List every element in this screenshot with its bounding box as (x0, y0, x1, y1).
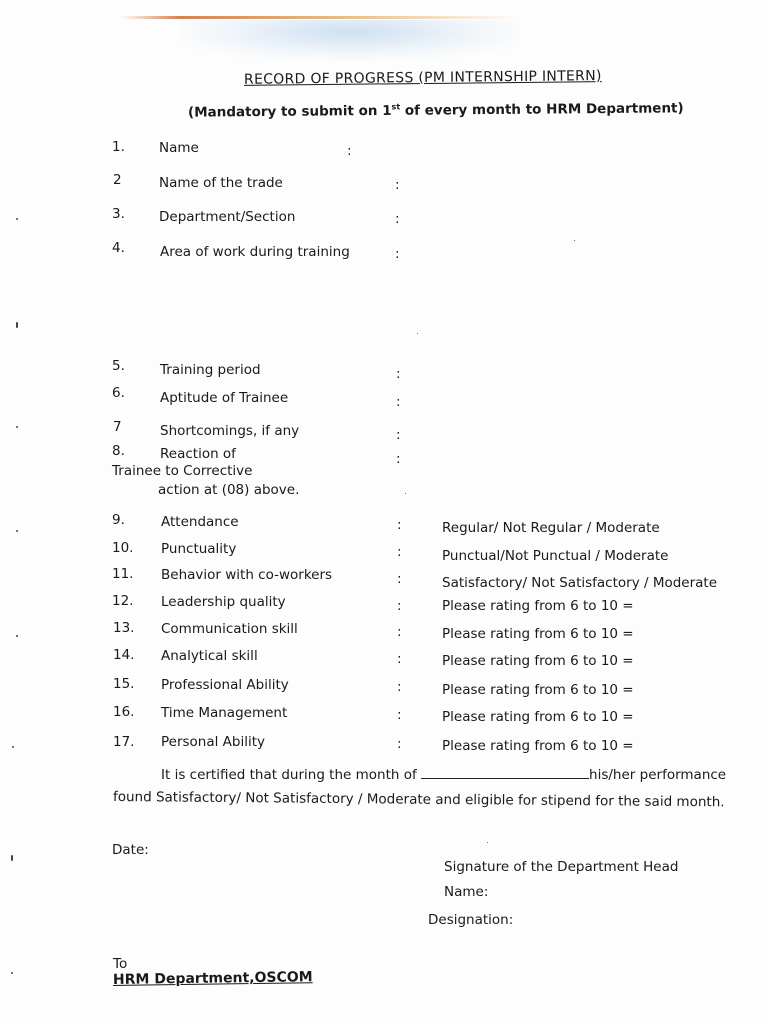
field-label-shortcomings: Shortcomings, if any (160, 423, 300, 439)
item-number: 2 (113, 172, 122, 188)
field-label-name: Name (159, 140, 199, 156)
to-department: HRM Department,OSCOM (112, 969, 313, 988)
field-value-time-management: Please rating from 6 to 10 = (442, 709, 634, 725)
item-number: 9. (112, 512, 125, 528)
field-colon: : (397, 679, 402, 695)
field-colon: : (397, 544, 402, 560)
field-value-professional: Please rating from 6 to 10 = (442, 682, 634, 698)
item-number: 13. (113, 620, 135, 636)
scan-speck (16, 218, 18, 220)
field-colon: : (397, 707, 402, 723)
field-colon: : (397, 571, 402, 587)
item-number: 14. (113, 647, 135, 663)
scan-speck (16, 635, 18, 637)
item-number: 11. (112, 566, 134, 582)
signature-label: Signature of the Department Head (444, 859, 679, 875)
field-colon: : (347, 143, 352, 159)
scan-speck (487, 842, 488, 843)
top-scan-glow (180, 20, 520, 60)
top-scan-line (120, 16, 520, 19)
item-number: 1. (112, 139, 125, 155)
field-label-attendance: Attendance (161, 514, 239, 530)
date-label: Date: (112, 842, 149, 858)
field-value-attendance: Regular/ Not Regular / Moderate (442, 520, 660, 536)
field-colon: : (397, 736, 402, 752)
field-colon: : (397, 651, 402, 667)
item-number: 16. (113, 704, 135, 720)
field-label-analytical: Analytical skill (161, 648, 258, 664)
form-title: RECORD OF PROGRESS (PM INTERNSHIP INTERN) (243, 68, 602, 88)
designation-label: Designation: (428, 912, 514, 928)
item-number: 8. (112, 443, 125, 459)
field-colon: : (397, 517, 402, 533)
field-value-punctuality: Punctual/Not Punctual / Moderate (442, 548, 669, 564)
field-colon: : (397, 624, 402, 640)
item-number: 5. (112, 358, 125, 374)
scan-speck (405, 493, 406, 494)
field-label-leadership: Leadership quality (161, 594, 286, 610)
scan-speck (16, 322, 18, 328)
field-value-analytical: Please rating from 6 to 10 = (442, 653, 634, 669)
field-value-communication: Please rating from 6 to 10 = (442, 626, 634, 642)
field-label-reaction-line3: action at (08) above. (158, 482, 300, 498)
field-label-reaction-line2: Trainee to Corrective (112, 463, 253, 479)
field-label-punctuality: Punctuality (161, 541, 237, 557)
field-colon: : (396, 394, 401, 410)
field-label-trade: Name of the trade (159, 175, 283, 191)
field-label-personal-ability: Personal Ability (161, 734, 266, 750)
item-number: 17. (113, 734, 135, 750)
field-label-training-period: Training period (160, 362, 261, 378)
month-blank[interactable] (421, 768, 589, 779)
field-colon: : (395, 211, 400, 227)
certification-line2: found Satisfactory/ Not Satisfactory / Moderate and eligible for stipend for the said month. (112, 789, 725, 811)
field-label-professional: Professional Ability (161, 677, 289, 693)
item-number: 6. (112, 385, 125, 401)
field-colon: : (395, 177, 400, 193)
scan-speck (11, 855, 13, 861)
scan-speck (16, 530, 18, 532)
field-label-communication: Communication skill (161, 621, 298, 637)
form-subtitle: (Mandatory to submit on 1st of every month to HRM Department) (187, 100, 684, 121)
field-colon: : (395, 246, 400, 262)
field-value-personal-ability: Please rating from 6 to 10 = (442, 738, 634, 754)
field-label-area-of-work: Area of work during training (160, 244, 350, 260)
to-label: To (113, 956, 128, 972)
scan-speck (11, 972, 13, 974)
item-number: 4. (112, 240, 125, 256)
head-name-label: Name: (444, 884, 489, 900)
item-number: 7 (113, 419, 122, 435)
field-value-behavior: Satisfactory/ Not Satisfactory / Moderate (442, 575, 718, 591)
scan-speck (12, 746, 14, 748)
field-colon: : (397, 598, 402, 614)
item-number: 3. (112, 206, 125, 222)
scan-speck (16, 426, 18, 428)
field-value-leadership: Please rating from 6 to 10 = (442, 598, 634, 614)
certification-line1: It is certified that during the month of his/her performance (161, 767, 727, 783)
field-colon: : (396, 427, 401, 443)
field-label-reaction-line1: Reaction of (160, 446, 236, 462)
item-number: 15. (113, 676, 135, 692)
field-label-time-management: Time Management (161, 705, 288, 721)
scan-speck (574, 240, 575, 241)
field-colon: : (396, 366, 401, 382)
item-number: 12. (112, 593, 134, 609)
field-label-aptitude: Aptitude of Trainee (160, 390, 289, 406)
field-colon: : (396, 451, 401, 467)
item-number: 10. (112, 540, 134, 556)
field-label-behavior: Behavior with co-workers (161, 567, 333, 583)
field-label-department: Department/Section (159, 209, 296, 225)
scan-speck (417, 333, 418, 334)
